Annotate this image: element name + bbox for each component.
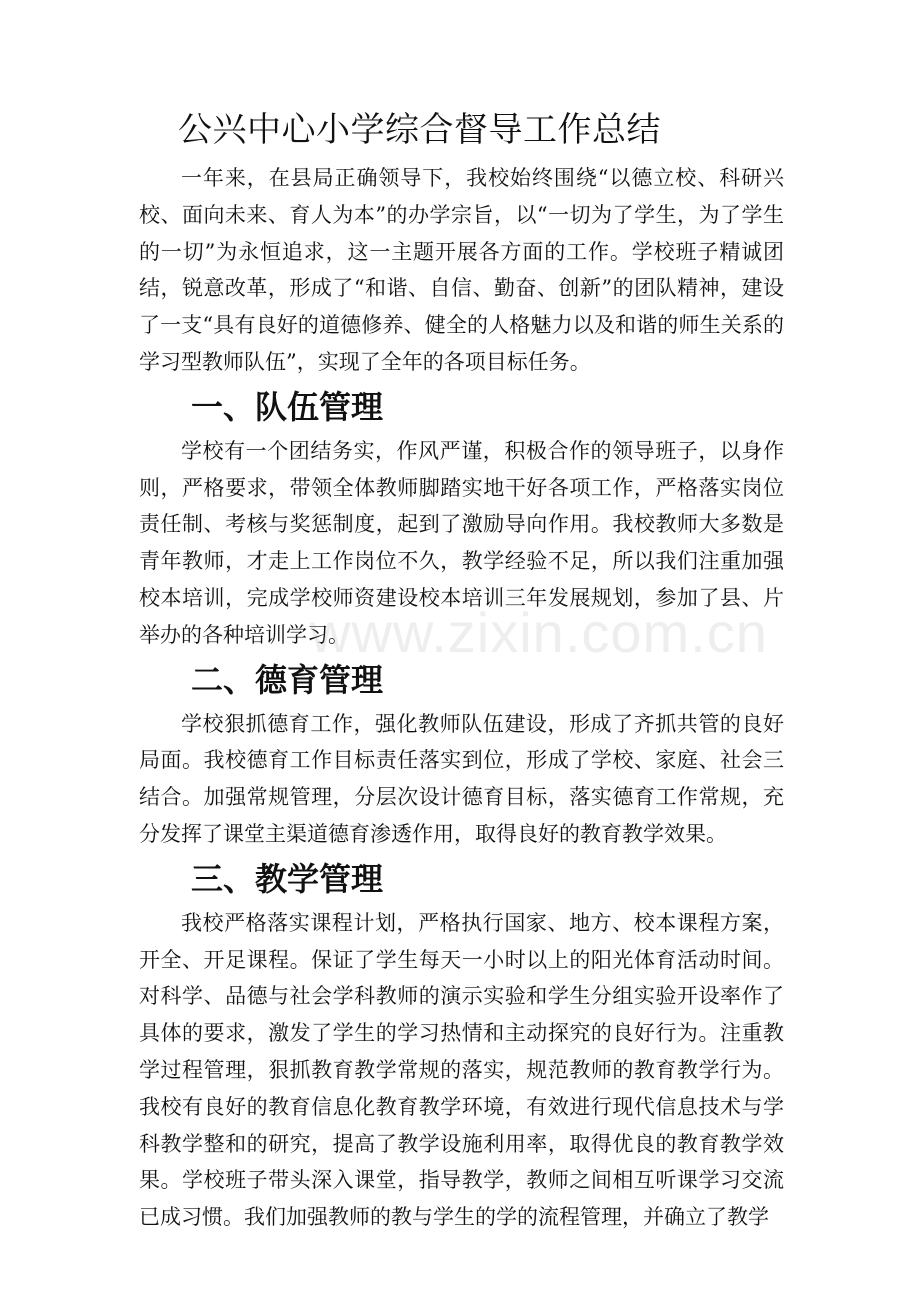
document-title: 公兴中心小学综合督导工作总结 <box>178 110 661 150</box>
document-page <box>139 100 784 1236</box>
section-body-team-management: 学校有一个团结务实，作风严谨，积极合作的领导班子，以身作则，严格要求，带领全体教师脚踏实地干好各项工作，严格落实岗位责任制、考核与奖惩制度，起到了激励导向作用。我校教师大多数是青年教师，才走上工作岗位不久，教学经验不足，所以我们注重加强校本培训，完成学校师资建设校本培训三年发展规划，参加了县、片举办的各种培训学习。 <box>139 438 784 647</box>
watermark: www.zixin.com.cn <box>310 601 768 664</box>
section-heading-teaching-management: 三、教学管理 <box>191 859 384 898</box>
section-body-moral-education: 学校狠抓德育工作，强化教师队伍建设，形成了齐抓共管的良好局面。我校德育工作目标责任落实到位，形成了学校、家庭、社会三结合。加强常规管理，分层次设计德育目标，落实德育工作常规，充分发挥了课堂主渠道德育渗透作用，取得良好的教育教学效果。 <box>139 711 784 846</box>
intro-paragraph: 一年来，在县局正确领导下，我校始终围绕“以德立校、科研兴校、面向未来、育人为本”的办学宗旨，以“一切为了学生，为了学生的一切”为永恒追求，这一主题开展各方面的工作。学校班子精诚团结，锐意改革，形成了“和谐、自信、勤奋、创新”的团队精神，建设了一支“具有良好的道德修养、健全的人格魅力以及和谐的师生关系的学习型教师队伍”，实现了全年的各项目标任务。 <box>139 166 784 374</box>
section-heading-team-management: 一、队伍管理 <box>191 387 384 426</box>
section-body-teaching-management: 我校严格落实课程计划，严格执行国家、地方、校本课程方案，开全、开足课程。保证了学生每天一小时以上的阳光体育活动时间。对科学、品德与社会学科教师的演示实验和学生分组实验开设率作了具体的要求，激发了学生的学习热情和主动探究的良好行为。注重教学过程管理，狠抓教育教学常规的落实，规范教师的教育教学行为。我校有良好的教育信息化教育教学环境，有效进行现代信息技术与学科教学整和的研究，提高了教学设施利用率，取得优良的教育教学效果。学校班子带头深入课堂，指导教学，教师之间相互听课学习交流已成习惯。我们加强教师的教与学生的学的流程管理，并确立了教学 <box>139 910 784 1230</box>
section-heading-moral-education: 二、德育管理 <box>191 660 384 699</box>
